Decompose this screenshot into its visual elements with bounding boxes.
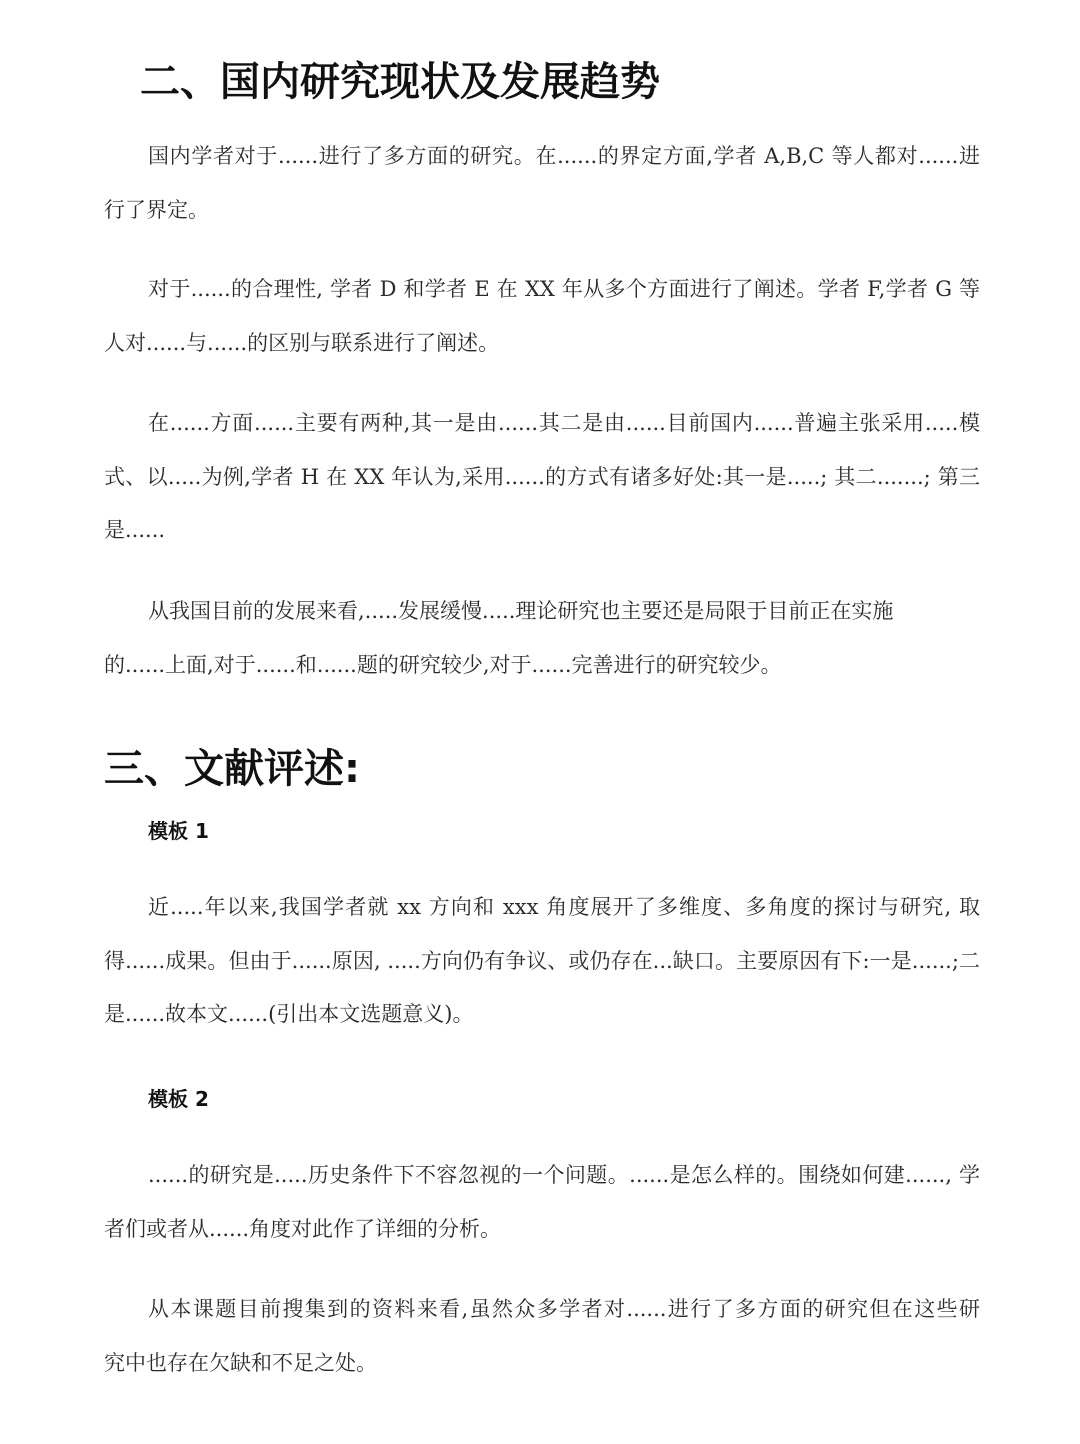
paragraph-line: 国内学者对于......进行了多方面的研究。在......的界定方面,学者 A,B,C 等人都对......进 xyxy=(148,144,980,168)
paragraph xyxy=(104,585,980,692)
paragraph-line: 人对......与......的区别与联系进行了阐述。 xyxy=(104,330,500,355)
paragraph-line: 行了界定。 xyxy=(104,197,209,222)
template-1-label: 模板 1 xyxy=(148,819,209,843)
paragraph-line: 在......方面......主要有两种,其一是由......其二是由......目前国内......普遍主张采用.....模 xyxy=(148,411,980,435)
paragraph xyxy=(104,1149,980,1256)
paragraph-line: 者们或者从......角度对此作了详细的分析。 xyxy=(104,1216,502,1241)
paragraph-line: 式、以.....为例,学者 H 在 XX 年认为,采用......的方式有诸多好处:其一是.....; 其二.......; 第三 xyxy=(104,464,980,489)
paragraph-line: 得......成果。但由于......原因, .....方向仍有争议、或仍存在...缺口。主要原因有下:一是......;二 xyxy=(104,948,980,973)
paragraph-line: 究中也存在欠缺和不足之处。 xyxy=(104,1350,377,1375)
paragraph-line: 是......故本文......(引出本文选题意义)。 xyxy=(104,1002,474,1026)
paragraph-line: 从本课题目前搜集到的资料来看,虽然众多学者对......进行了多方面的研究但在这些研 xyxy=(148,1297,980,1321)
paragraph-line: 对于......的合理性, 学者 D 和学者 E 在 XX 年从多个方面进行了阐述。学者 F,学者 G 等 xyxy=(148,277,980,301)
paragraph xyxy=(104,397,980,558)
paragraph-line: 是...... xyxy=(104,518,166,542)
paragraph-line: 近.....年以来,我国学者就 xx 方向和 xxx 角度展开了多维度、多角度的探讨与研究, 取 xyxy=(148,895,980,919)
template-2-label: 模板 2 xyxy=(148,1087,209,1111)
paragraph xyxy=(104,130,980,237)
paragraph-line: ......的研究是.....历史条件下不容忽视的一个问题。......是怎么样的。围绕如何建......, 学 xyxy=(148,1163,980,1187)
section-heading-literature-review: 三、文献评述: xyxy=(104,746,360,792)
paragraph xyxy=(104,263,980,370)
paragraph-line: 的......上面,对于......和......题的研究较少,对于......完善进行的研究较少。 xyxy=(104,652,782,677)
paragraph xyxy=(104,881,980,1042)
section-heading-domestic-research: 二、国内研究现状及发展趋势 xyxy=(140,59,660,105)
paragraph-line: 从我国目前的发展来看,.....发展缓慢.....理论研究也主要还是局限于目前正在实施 xyxy=(148,599,894,623)
paragraph xyxy=(104,1283,980,1390)
